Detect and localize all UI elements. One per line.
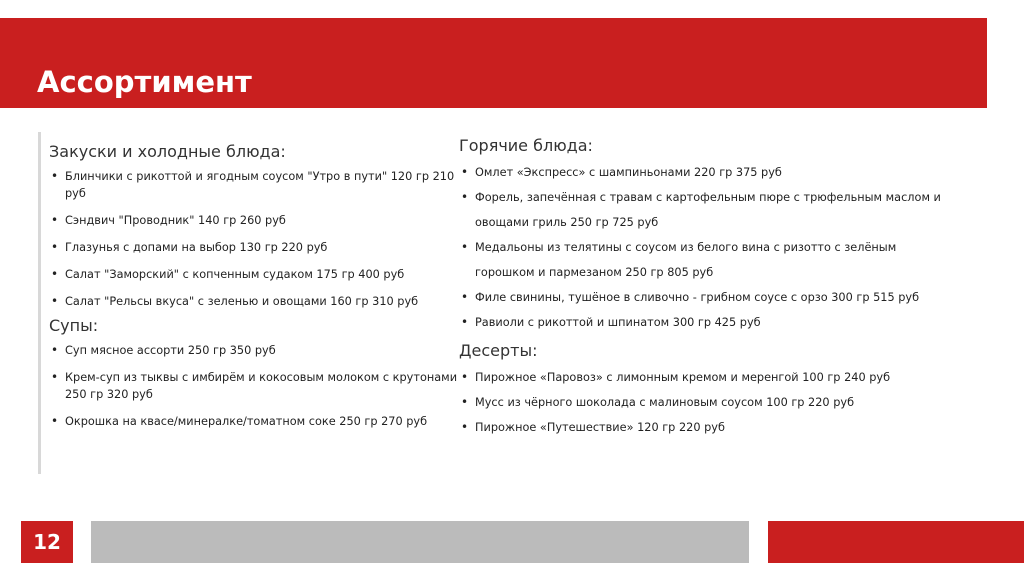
list-item: • Блинчики с рикоттой и ягодным соусом "Утро в пути" 120 гр 210 руб (49, 168, 459, 202)
slide-title: Ассортимент (37, 65, 252, 99)
list-item: • Пирожное «Путешествие» 120 гр 220 руб (459, 415, 959, 440)
list-item: • Окрошка на квасе/минералке/томатном соке 250 гр 270 руб (49, 413, 459, 430)
list-item: • Глазунья с допами на выбор 130 гр 220 руб (49, 239, 459, 256)
snacks-list (49, 168, 459, 310)
list-item: • Салат "Заморский" с копченным судаком 175 гр 400 руб (49, 266, 459, 283)
list-item: • Равиоли с рикоттой и шпинатом 300 гр 425 руб (459, 310, 959, 335)
menu-image (38, 132, 951, 474)
menu-right-column (459, 132, 959, 440)
hot-dishes-heading: Горячие блюда: (459, 136, 593, 155)
title-bar (0, 18, 987, 108)
footer-grey-bar (91, 521, 749, 563)
list-item: • Сэндвич "Проводник" 140 гр 260 руб (49, 212, 459, 229)
footer-red-bar (768, 521, 1024, 563)
desserts-heading: Десерты: (459, 341, 538, 360)
soups-list (49, 342, 459, 430)
snacks-heading: Закуски и холодные блюда: (49, 142, 286, 161)
list-item: • Мусс из чёрного шоколада с малиновым соусом 100 гр 220 руб (459, 390, 959, 415)
list-item: • Медальоны из телятины с соусом из белого вина с ризотто с зелёным горошком и пармезаном 250 гр 805 руб (459, 235, 959, 285)
page-number: 12 (21, 521, 73, 563)
list-item: • Салат "Рельсы вкуса" с зеленью и овощами 160 гр 310 руб (49, 293, 459, 310)
list-item: • Форель, запечённая с травам с картофельным пюре с трюфельным маслом и овощами гриль 250 гр 725 руб (459, 185, 959, 235)
list-item: • Крем-суп из тыквы с имбирём и кокосовым молоком с крутонами 250 гр 320 руб (49, 369, 459, 403)
list-item: • Омлет «Экспресс» с шампиньонами 220 гр 375 руб (459, 160, 959, 185)
menu-left-column (49, 132, 459, 430)
desserts-list (459, 365, 959, 440)
hot-dishes-list (459, 160, 959, 335)
list-item: • Суп мясное ассорти 250 гр 350 руб (49, 342, 459, 359)
list-item: • Филе свинины, тушёное в сливочно - грибном соусе с орзо 300 гр 515 руб (459, 285, 959, 310)
list-item: • Пирожное «Паровоз» с лимонным кремом и меренгой 100 гр 240 руб (459, 365, 959, 390)
soups-heading: Супы: (49, 316, 99, 335)
